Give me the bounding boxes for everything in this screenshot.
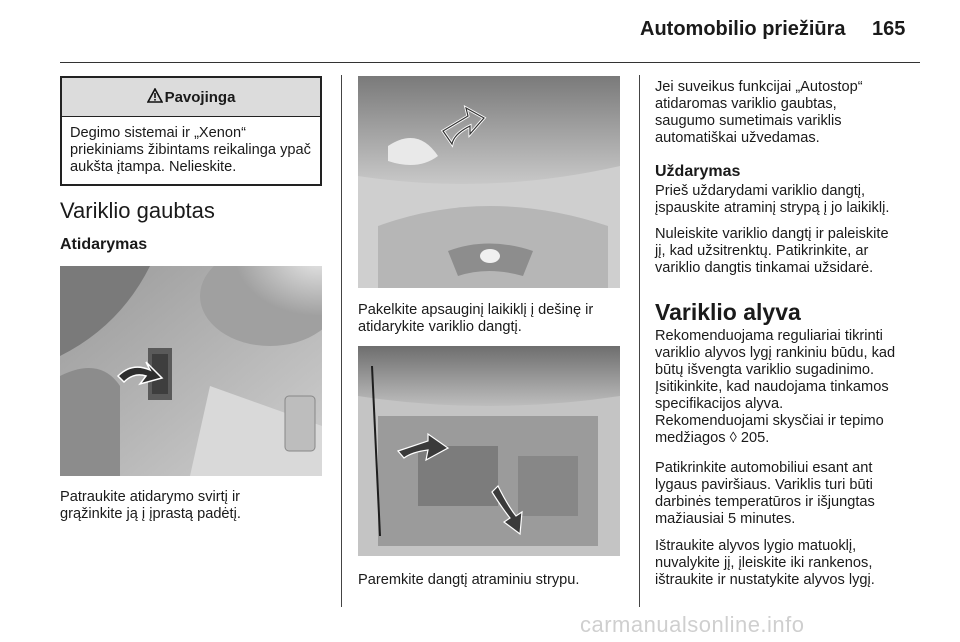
watermark: carmanualsonline.info: [580, 612, 805, 637]
paragraph-closing-1: Prieš uždarydami variklio dangtį, įspauskite atraminį strypą į jo laikiklį.: [655, 183, 890, 216]
figure-release-lever: [60, 266, 322, 476]
caption-hood-prop: Paremkite dangtį atraminiu strypu.: [358, 572, 580, 588]
figure-safety-catch: [358, 76, 620, 288]
caption-release-lever: Patraukite atidarymo svirtį ir grąžinkite ją į įprastą padėtį.: [60, 489, 241, 522]
warning-header: [62, 78, 320, 117]
warning-triangle-icon: [147, 88, 165, 107]
column-divider-right: [639, 75, 640, 607]
paragraph-closing-2: Nuleiskite variklio dangtį ir paleiskite jį, kad užsitrenktų. Patikrinkite, ar variklio dangtis tinkamai užsidarė.: [655, 226, 889, 276]
paragraph-autostop: Jei suveikus funkcijai „Autostop“ atidaromas variklio gaubtas, saugumo sumetimais variklis automatiškai užvedamas.: [655, 79, 863, 146]
caption-safety-catch: Pakelkite apsauginį laikiklį į dešinę ir atidarykite variklio dangtį.: [358, 302, 594, 335]
warning-title: Pavojinga: [164, 88, 236, 106]
paragraph-dipstick: Ištraukite alyvos lygio matuoklį, nuvalykite jį, įleiskite iki rankenos, ištraukite ir nustatykite alyvos lygį.: [655, 538, 875, 588]
section-title-engine-oil: Variklio alyva: [655, 299, 801, 325]
subheading-opening: Atidarymas: [60, 236, 148, 253]
paragraph-level-surface: Patikrinkite automobiliui esant ant lygaus paviršiaus. Variklis turi būti darbinės temperatūros ir išjungtas mažiausiai 5 minutes.: [655, 460, 875, 527]
section-title-hood: Variklio gaubtas: [60, 198, 215, 223]
page-header-title: Automobilio priežiūra: [640, 18, 846, 40]
header-rule: [60, 62, 920, 63]
warning-text: Degimo sistemai ir „Xenon“ priekiniams žibintams reikalinga ypač aukšta įtampa. Nelieskite.: [70, 125, 311, 175]
figure-hood-prop: [358, 346, 620, 556]
page-number: 165: [872, 18, 906, 40]
page-reference-link[interactable]: 205.: [740, 430, 770, 446]
warning-box: [60, 76, 322, 186]
column-divider-left: [341, 75, 342, 607]
paragraph-oil-check: Rekomenduojama reguliariai tikrinti variklio alyvos lygį rankiniu būdu, kad būtų išvengta variklio sugadinimo. Įsitikinkite, kad naudojama tinkamos specifikacijos alyva. Rekomenduojami skysčiai ir tepimo medžiagos ◊ 205.: [655, 328, 896, 446]
subheading-closing: Uždarymas: [655, 163, 741, 180]
page-reference-icon: ◊: [729, 430, 737, 446]
